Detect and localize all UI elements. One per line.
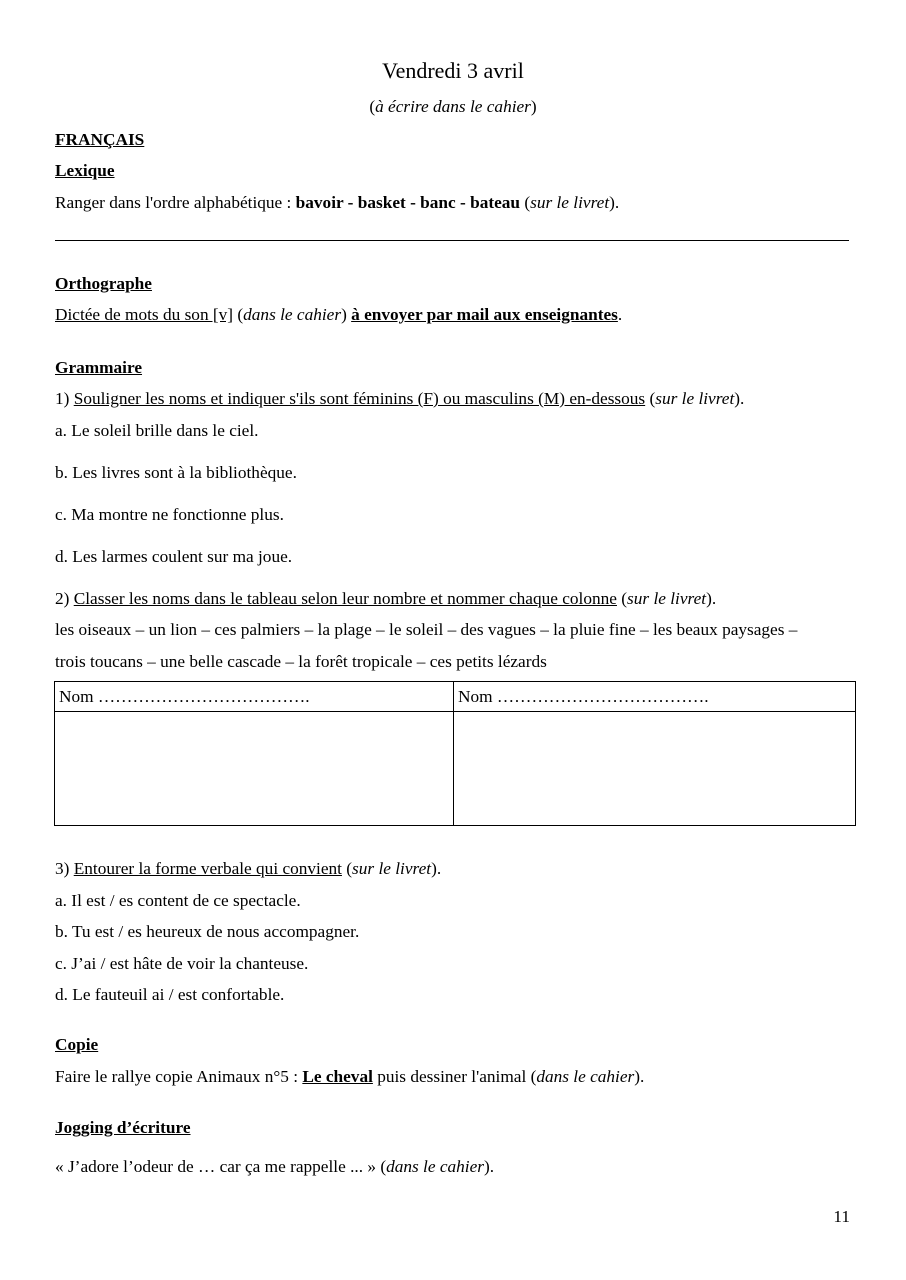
page-title: Vendredi 3 avril [382, 58, 524, 83]
orthographe-heading: Orthographe [55, 274, 152, 293]
exercise-3-item: c. J’ai / est hâte de voir la chanteuse. [55, 954, 309, 973]
exercise-1-instruction: 1) Souligner les noms et indiquer s'ils sont féminins (F) ou masculins (M) en-dessous (sur le livret). [55, 389, 745, 408]
page-subtitle: (à écrire dans le cahier) [369, 97, 537, 116]
subject-heading: FRANÇAIS [55, 130, 145, 149]
jogging-heading: Jogging d’écriture [55, 1118, 191, 1137]
noun-list-line: les oiseaux – un lion – ces palmiers – la plage – le soleil – des vagues – la pluie fine – les beaux paysages – [55, 620, 798, 639]
lexique-heading: Lexique [55, 161, 115, 180]
exercise-1-item: b. Les livres sont à la bibliothèque. [55, 463, 297, 482]
exercise-3-item: d. Le fauteuil ai / est confortable. [55, 985, 285, 1004]
exercise-1-item: c. Ma montre ne fonctionne plus. [55, 505, 284, 524]
exercise-3-item: b. Tu est / es heureux de nous accompagner. [55, 922, 360, 941]
exercise-1-item: a. Le soleil brille dans le ciel. [55, 421, 259, 440]
table-header-cell: Nom ………………………………. [55, 682, 454, 712]
answer-line [55, 240, 849, 241]
grammaire-heading: Grammaire [55, 358, 143, 377]
orthographe-instruction: Dictée de mots du son [v] (dans le cahier) à envoyer par mail aux enseignantes. [55, 305, 623, 324]
table-answer-cell [454, 712, 856, 826]
page-number: 11 [833, 1207, 850, 1226]
copie-heading: Copie [55, 1035, 99, 1054]
table-answer-cell [55, 712, 454, 826]
jogging-prompt: « J’adore l’odeur de … car ça me rappelle ... » (dans le cahier). [55, 1157, 495, 1176]
classification-table [54, 681, 856, 826]
exercise-3-instruction: 3) Entourer la forme verbale qui convient (sur le livret). [55, 859, 442, 878]
lexique-instruction: Ranger dans l'ordre alphabétique : bavoir - basket - banc - bateau (sur le livret). [55, 193, 620, 212]
copie-instruction: Faire le rallye copie Animaux n°5 : Le cheval puis dessiner l'animal (dans le cahier). [55, 1067, 645, 1086]
exercise-2-instruction: 2) Classer les noms dans le tableau selon leur nombre et nommer chaque colonne (sur le livret). [55, 589, 717, 608]
noun-list-line: trois toucans – une belle cascade – la forêt tropicale – ces petits lézards [55, 652, 547, 671]
exercise-1-item: d. Les larmes coulent sur ma joue. [55, 547, 293, 566]
table-header-cell: Nom ………………………………. [454, 682, 856, 712]
exercise-3-item: a. Il est / es content de ce spectacle. [55, 891, 301, 910]
